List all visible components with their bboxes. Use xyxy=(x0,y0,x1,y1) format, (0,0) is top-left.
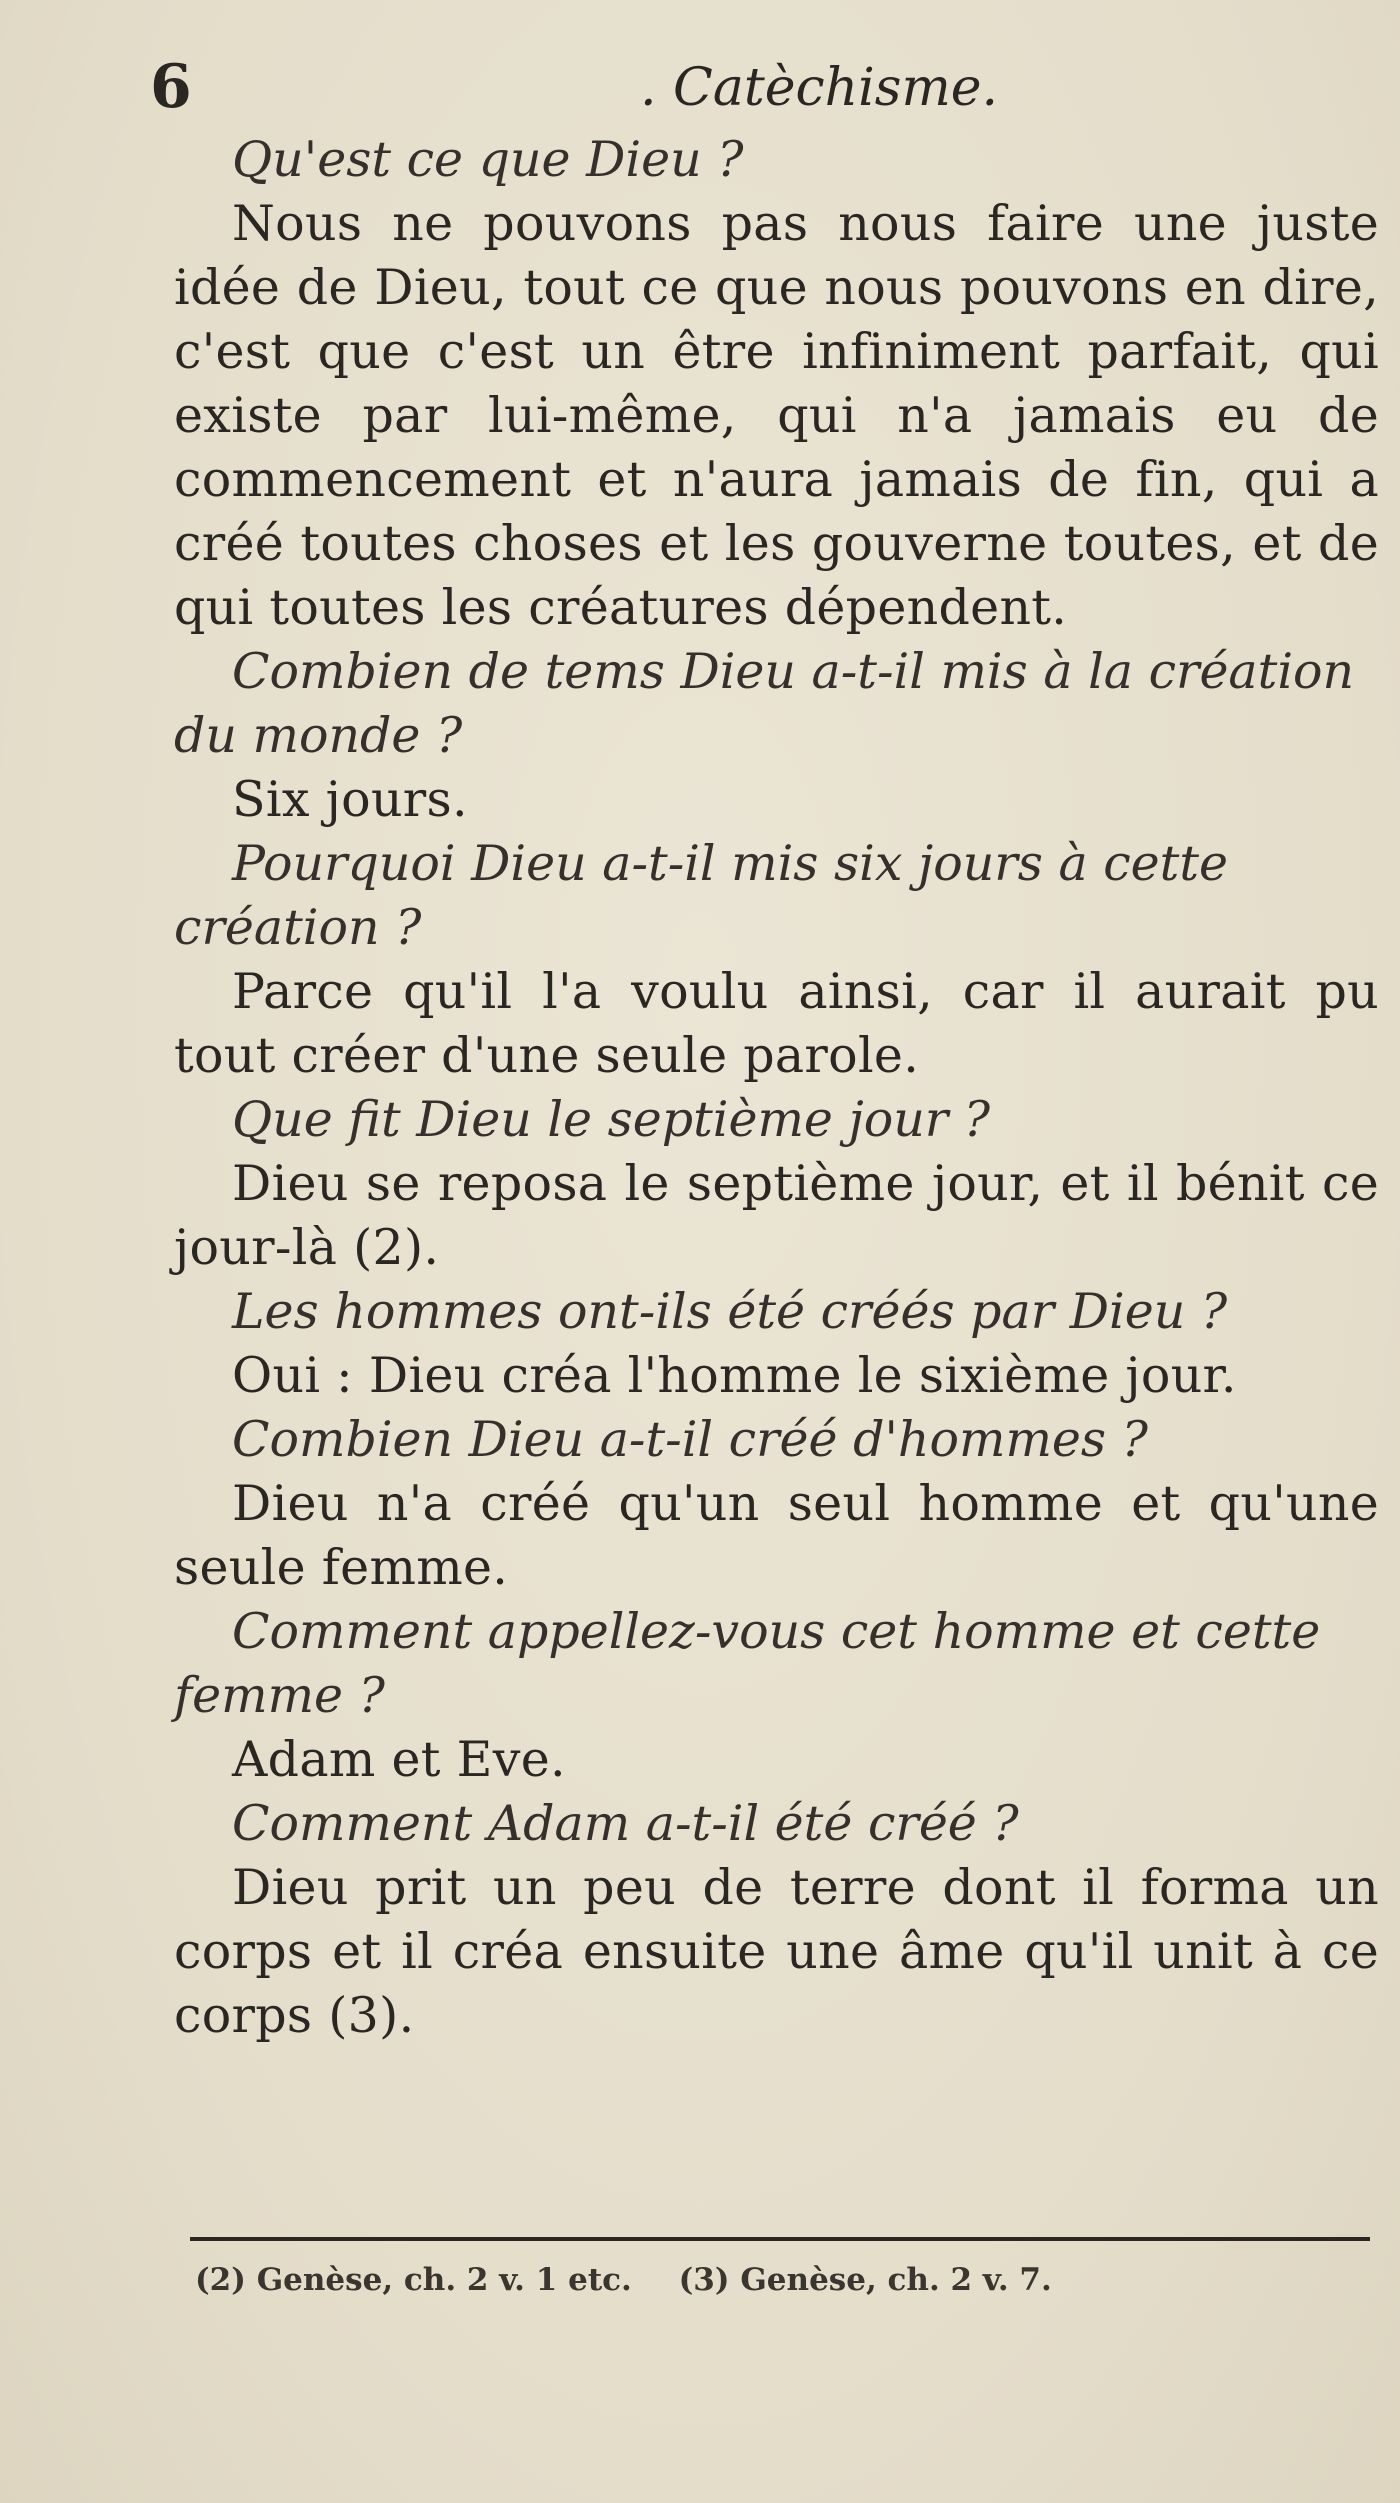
answer: Nous ne pouvons pas nous faire une juste idée de Dieu, tout ce que nous pouvons en dire, c'est que c'est un être infiniment parfait, qui existe par lui-même, qui n'a jamais eu de commencement et n'aura jamais de fin, qui a créé toutes choses et les gouverne toutes, et de qui toutes les créatures dépendent. xyxy=(174,195,1379,636)
question-continuation: femme ? xyxy=(174,1667,385,1724)
answer: Adam et Eve. xyxy=(232,1731,566,1788)
answer: Six jours. xyxy=(232,771,468,828)
question: Combien Dieu a-t-il créé d'hommes ? xyxy=(232,1411,1148,1468)
running-title: . Catèchisme. xyxy=(640,58,999,118)
answer: Dieu se reposa le septième jour, et il bénit ce jour-là (2). xyxy=(174,1155,1379,1276)
answer: Oui : Dieu créa l'homme le sixième jour. xyxy=(232,1347,1237,1404)
footnote: (3) Genèse, ch. 2 v. 7. xyxy=(678,2262,1052,2298)
answer: Dieu prit un peu de terre dont il forma un corps et il créa ensuite une âme qu'il unit à ce corps (3). xyxy=(174,1859,1379,2044)
question: Que fit Dieu le septième jour ? xyxy=(232,1091,991,1148)
question: Les hommes ont-ils été créés par Dieu ? xyxy=(232,1283,1228,1340)
answer: Parce qu'il l'a voulu ainsi, car il aurait pu tout créer d'une seule parole. xyxy=(174,963,1379,1084)
catechism-text xyxy=(174,128,1379,2048)
question: Combien de tems Dieu a-t-il mis à la création du monde ? xyxy=(174,643,1355,764)
footnote-rule xyxy=(190,2237,1370,2241)
footnote: (2) Genèse, ch. 2 v. 1 etc. xyxy=(195,2262,632,2298)
page-header xyxy=(150,52,1300,132)
footnotes xyxy=(195,2262,1052,2298)
question: Comment Adam a-t-il été créé ? xyxy=(232,1795,1019,1852)
page-number: 6 xyxy=(150,52,192,122)
question: Pourquoi Dieu a-t-il mis six jours à cette création ? xyxy=(174,835,1229,956)
answer: Dieu n'a créé qu'un seul homme et qu'une seule femme. xyxy=(174,1475,1379,1596)
question: Comment appellez-vous cet homme et cette xyxy=(232,1603,1321,1660)
question: Qu'est ce que Dieu ? xyxy=(232,131,744,188)
